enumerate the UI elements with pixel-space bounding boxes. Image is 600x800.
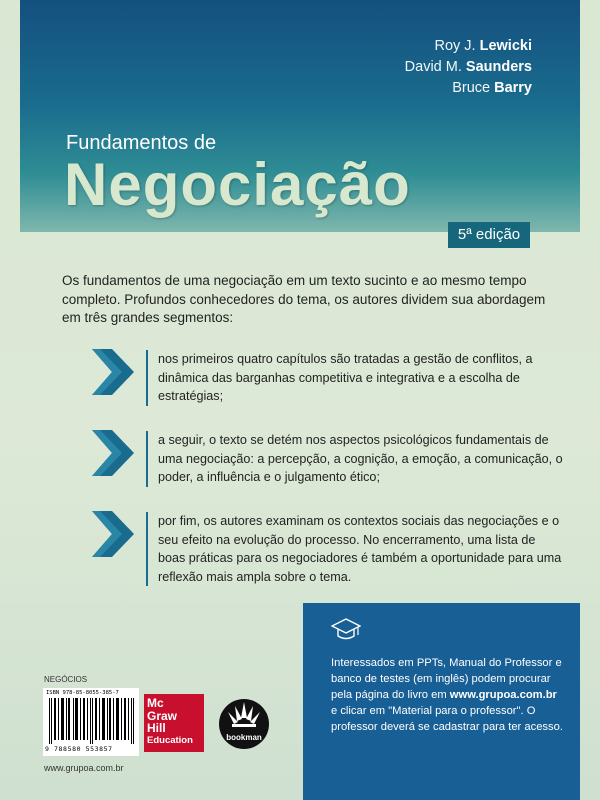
segment-text: por fim, os autores examinam os contextos sociais das negociações e o seu efeito na evolução do processo. No encerramento, uma lista de boas práticas para os negociadores é também a oportunidade para uma reflexão mais ampla sobre o tema. bbox=[146, 512, 563, 586]
category-label: NEGÓCIOS bbox=[44, 675, 88, 684]
segment-text: nos primeiros quatro capítulos são tratadas a gestão de conflitos, a dinâmica das barganhas competitiva e integrativa e a escolha de estratégias; bbox=[146, 350, 563, 406]
book-title: Negociação bbox=[64, 151, 411, 218]
isbn-barcode bbox=[43, 688, 139, 756]
isbn-number: ISBN 978-85-8055-385-7 bbox=[46, 690, 119, 696]
intro-paragraph: Os fundamentos de uma negociação em um texto sucinto e ao mesmo tempo completo. Profundos conhecedores do tema, os autores dividem sua abordagem em três grandes segmentos: bbox=[62, 273, 546, 325]
teacher-info-text: Interessados em PPTs, Manual do Professor e banco de testes (em inglês) podem procurar pela página do livro em www.grupoa.com.br e clicar em "Material para o professor". O professor deverá se cadastrar para ter acesso. bbox=[331, 657, 563, 733]
title-prefix: Fundamentos de bbox=[66, 132, 217, 154]
author: Roy J. Lewicki bbox=[434, 38, 532, 54]
barcode-image bbox=[47, 698, 135, 744]
arrow-right-icon bbox=[86, 509, 136, 559]
website-link[interactable]: www.grupoa.com.br bbox=[449, 689, 557, 701]
teacher-info-box bbox=[303, 603, 580, 800]
barcode-number: 9 788580 553857 bbox=[45, 745, 113, 753]
bookman-logo bbox=[218, 690, 270, 754]
author-list bbox=[405, 36, 532, 99]
imprint-name: bookman bbox=[226, 733, 262, 742]
edition-badge: 5ª edição bbox=[448, 222, 530, 248]
graduation-cap-icon bbox=[331, 617, 361, 643]
website-footer[interactable]: www.grupoa.com.br bbox=[44, 763, 124, 773]
arrow-right-icon bbox=[86, 347, 136, 397]
author: David M. Saunders bbox=[404, 59, 532, 75]
segment-text: a seguir, o texto se detém nos aspectos psicológicos fundamentais de uma negociação: a percepção, a cognição, a emoção, a comunicação, o poder, a influência e o julgamento ético; bbox=[146, 431, 563, 487]
author: Bruce Barry bbox=[452, 80, 532, 96]
publisher-logo: Mc Graw Hill Education bbox=[144, 694, 204, 752]
arrow-right-icon bbox=[86, 428, 136, 478]
